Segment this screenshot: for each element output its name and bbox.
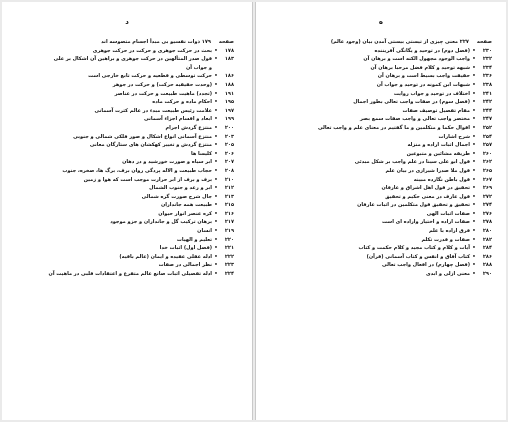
toc-entry-page-number: ۲۶۵ — [482, 167, 492, 174]
toc-entry — [264, 47, 492, 56]
toc-entry-page-number: ۲۱۳ — [224, 193, 234, 200]
toc-entry-title: طبیعت همه جانداران — [160, 202, 212, 209]
toc-entry-title: بحث در حرکت جوهری و حرکت در حرکت جوهری — [92, 47, 212, 54]
book-spread — [2, 2, 506, 420]
toc-entry-page-number: ۲۳۸ — [482, 81, 492, 88]
toc-entry-page-number: ۲۱۰ — [224, 176, 234, 183]
bullet-icon: • — [472, 47, 476, 54]
toc-entry-title: شبهه توحید و کلام فضل مرحبا برهان آن — [370, 64, 470, 71]
toc-entry-title: شرح اشارات — [438, 133, 470, 140]
toc-entry — [264, 81, 492, 90]
toc-entry-title: قول باطن نگارده مبینه — [413, 176, 470, 183]
toc-entry-title: (فصل سوم) در صفات واجب تعالی بطور اجمال — [353, 99, 470, 106]
toc-entry-page-number: ۲۴۴ — [482, 107, 492, 114]
toc-entry-page-number: ۱۸۳ — [224, 56, 234, 63]
toc-entry — [264, 38, 492, 47]
toc-entry-title: (فصل اول) اثبات خدا — [159, 245, 212, 252]
toc-entry-title: کلیسا ها — [190, 150, 212, 157]
toc-entry-page-number: ۲۰۷ — [224, 159, 234, 166]
bullet-icon: • — [214, 176, 218, 183]
toc-entry-title: برف و برف از ابر حرارت موجب است که هوا و زمین — [83, 176, 212, 183]
toc-entry-title: معنی ازلی و ابدی — [426, 271, 470, 278]
toc-entry-title: حجاب طبیعت و الاله پردگی روان برف، برگ ها، صخره، جنوب — [62, 167, 212, 174]
toc-entry-title: احکام ماده و حرکت ماده — [152, 99, 212, 106]
bullet-icon: • — [214, 253, 218, 260]
bullet-icon: • — [472, 262, 476, 269]
bullet-icon: • — [472, 202, 476, 209]
toc-entry — [12, 98, 234, 107]
toc-entry — [264, 141, 492, 150]
toc-entry — [12, 210, 234, 219]
toc-entry-title: ادله تفصیلی اثبات صانع عالم متفرع و اعتقادات قلبی در ماهیت آن — [48, 271, 212, 278]
bullet-icon: • — [214, 99, 218, 106]
toc-entry — [264, 90, 492, 99]
toc-entry — [264, 210, 492, 219]
toc-entry-title: ادله عقلی عقیده و ایمان (عالم باقیه) — [119, 253, 212, 260]
toc-entry-title: تعلیم و الهیات — [176, 236, 212, 243]
toc-entry-page-number: ۲۸۴ — [482, 245, 492, 252]
toc-entry-page-number: ۱۹۱ — [224, 90, 234, 97]
bullet-icon: • — [214, 150, 218, 157]
toc-entry-title: اجمال اثبات اراده و منزله — [407, 142, 470, 149]
toc-entry-page-number: ۲۷۶ — [482, 210, 492, 217]
toc-entry — [12, 167, 234, 176]
toc-entry-title: تحقیق و تحقیق قول متکلمین در اثبات عارفان — [357, 202, 470, 209]
toc-entry-title: حقیقت واجب بسیط است و برهان آن — [377, 73, 470, 80]
toc-entry-page-number: ۲۴۷ — [482, 116, 492, 123]
bullet-icon: • — [472, 219, 476, 226]
toc-entry-page-number: ۲۲۲ — [224, 253, 234, 260]
toc-entry-page-number: ۲۸۸ — [482, 262, 492, 269]
toc-entry-title: قول ملا صدرا شیرازی در بیان علم — [385, 167, 470, 174]
toc-entry-page-number: ۲۶۷ — [482, 176, 492, 183]
bullet-icon: • — [214, 56, 218, 63]
toc-entry — [12, 253, 234, 262]
toc-entry-title: برهان ترکیب گل و جانداران و جزو موجود — [110, 219, 212, 226]
bullet-icon: • — [214, 193, 218, 200]
toc-list — [12, 38, 234, 279]
toc-entry — [12, 133, 234, 142]
toc-entry-page-number: ۲۳۶ — [482, 73, 492, 80]
bullet-icon: • — [472, 116, 476, 123]
bullet-icon: • — [214, 73, 218, 80]
toc-entry — [12, 261, 234, 270]
toc-entry-title: قول عارف در معنی حکیم و تحقیق — [385, 193, 470, 200]
toc-entry-title: قول صدر المتألهین در حرکت جوهری و براهین آن اشکال بر علی — [53, 56, 212, 63]
toc-entry-page-number: ۲۱۷ — [224, 219, 234, 226]
toc-entry-title: قول ابو علی سینا در علم واجب بر شکل مبدئی — [354, 159, 470, 166]
toc-entry-title: واجب الوجود مجهول الکنه است و برهان آن — [363, 56, 470, 63]
toc-entry — [12, 236, 234, 245]
toc-entry — [12, 150, 234, 159]
toc-entry-title: تحقیق در قول اهل اشراق و عارفان — [381, 185, 470, 192]
toc-entry-page-number: صفحه — [476, 39, 492, 45]
toc-entry-title: حرکت توسطی و قطعیه و حرکت تابع خارجی است — [88, 73, 212, 80]
toc-entry — [12, 64, 234, 73]
toc-entry — [264, 124, 492, 133]
toc-entry — [264, 167, 492, 176]
toc-entry-title: کتاب آفاق و انفس و کتاب آسمانی (قرآن) — [366, 253, 470, 260]
bullet-icon: • — [214, 236, 218, 243]
bullet-icon: • — [214, 167, 218, 174]
toc-entry-title: (فصل چهارم) در افعال واجب تعالی — [382, 262, 470, 269]
toc-entry — [264, 150, 492, 159]
toc-entry — [264, 115, 492, 124]
toc-entry — [12, 38, 234, 47]
toc-entry-title: شبهات ابن کمونه در توحید و جواب آن — [376, 81, 470, 88]
toc-entry — [264, 176, 492, 185]
toc-entry-page-number: ۲۰۰ — [224, 124, 234, 131]
toc-entry — [264, 253, 492, 262]
toc-entry-page-number: ۲۷۴ — [482, 202, 492, 209]
bullet-icon: • — [472, 176, 476, 183]
toc-entry — [264, 107, 492, 116]
toc-entry-page-number: ۲۰۶ — [224, 150, 234, 157]
bullet-icon: • — [472, 73, 476, 80]
toc-entry-title: صفات و قدرت تکلم — [421, 236, 470, 243]
toc-entry-page-number: ۲۰۸ — [224, 167, 234, 174]
bullet-icon: • — [472, 56, 476, 63]
toc-entry — [12, 158, 234, 167]
bullet-icon: • — [472, 142, 476, 149]
toc-entry — [12, 244, 234, 253]
toc-entry — [264, 244, 492, 253]
toc-entry-title: (فصل دوم) در توحید و یگانگی آفریننده — [374, 47, 470, 54]
toc-entry — [264, 184, 492, 193]
toc-entry-page-number: ۲۵۲ — [482, 124, 492, 131]
toc-entry-page-number: صفحه — [218, 39, 234, 45]
toc-entry — [264, 133, 492, 142]
bullet-icon: • — [472, 167, 476, 174]
bullet-icon: • — [472, 228, 476, 235]
toc-entry-title: (تجدد) ماهیت طبیعت و حرکت در عناصر — [114, 90, 212, 97]
toc-entry-page-number: ۲۲۱ — [224, 245, 234, 252]
toc-list — [264, 38, 492, 279]
bullet-icon: • — [472, 133, 476, 140]
bullet-icon: • — [214, 116, 218, 123]
bullet-icon: • — [472, 99, 476, 106]
toc-entry-title: منتزع گردش و تغییر کهکشان های ستارگان معانی — [89, 142, 212, 149]
toc-entry-title: ۱۷۹ ذوات نفسیو بی مبدأ اجسام متصوسه اند — [101, 39, 211, 45]
bullet-icon: • — [214, 159, 218, 166]
toc-entry-page-number: ۲۰۵ — [224, 142, 234, 149]
toc-entry-page-number: ۱۸۸ — [224, 81, 234, 88]
toc-entry — [12, 270, 234, 279]
page-number: ه — [378, 18, 384, 26]
toc-entry-title: ابعاد و اقسام اجزاء آسمانی — [143, 116, 212, 123]
bullet-icon: • — [472, 64, 476, 71]
toc-entry — [264, 227, 492, 236]
toc-entry-title: ابر و رعد و جنوب الشمال — [149, 185, 212, 192]
toc-entry-page-number: ۲۹۰ — [482, 271, 492, 278]
bullet-icon: • — [214, 271, 218, 278]
toc-entry-page-number: ۱۹۵ — [224, 99, 234, 106]
toc-entry — [12, 72, 234, 81]
toc-entry — [12, 124, 234, 133]
toc-entry — [12, 227, 234, 236]
bullet-icon: • — [472, 124, 476, 131]
toc-entry-page-number: ۲۸۲ — [482, 236, 492, 243]
toc-entry-title: اختلاف در توحید و جواب روایت — [393, 90, 470, 97]
bullet-icon: • — [214, 81, 218, 88]
page-number: د — [125, 18, 129, 26]
toc-entry-page-number: ۲۱۶ — [224, 210, 234, 217]
bullet-icon: • — [472, 150, 476, 157]
toc-entry-page-number: ۲۵۴ — [482, 133, 492, 140]
toc-entry-title: صفات اثبات الهی — [426, 210, 470, 217]
toc-entry-page-number: ۲۵۷ — [482, 142, 492, 149]
toc-entry-page-number: ۲۸۶ — [482, 253, 492, 260]
toc-entry-title: اقوال حکما و متکلمین و ما گفتیم در معنای علم و واجب تعالی — [317, 124, 470, 131]
bullet-icon: • — [214, 185, 218, 192]
bullet-icon: • — [214, 210, 218, 217]
toc-entry — [264, 98, 492, 107]
toc-entry-page-number: ۲۶۲ — [482, 159, 492, 166]
toc-entry-title: (وحدت حقیقیه حرکت) و حرکت در جوهر — [112, 81, 212, 88]
toc-entry — [12, 141, 234, 150]
bullet-icon: • — [214, 202, 218, 209]
toc-entry-page-number: ۲۰۳ — [224, 133, 234, 140]
toc-entry-title: منتزع آسمانی انواع اشکال و صور فلکی شمالی و جنوبی — [73, 133, 212, 140]
toc-entry-page-number: ۱۷۸ — [224, 47, 234, 54]
toc-entry — [264, 218, 492, 227]
bullet-icon: • — [472, 107, 476, 114]
toc-entry-page-number: ۲۸۰ — [482, 228, 492, 235]
bullet-icon: • — [214, 245, 218, 252]
toc-entry — [12, 115, 234, 124]
toc-entry — [12, 176, 234, 185]
bullet-icon: • — [472, 193, 476, 200]
toc-entry-page-number: ۱۹۹ — [224, 116, 234, 123]
toc-entry-page-number: ۲۳۴ — [482, 64, 492, 71]
bullet-icon: • — [214, 107, 218, 114]
toc-entry-page-number: ۲۱۵ — [224, 202, 234, 209]
toc-entry — [12, 90, 234, 99]
toc-entry-page-number: ۲۴۱ — [482, 90, 492, 97]
toc-entry — [12, 218, 234, 227]
toc-entry — [264, 64, 492, 73]
toc-entry — [264, 72, 492, 81]
toc-entry — [12, 47, 234, 56]
toc-entry-page-number: ۱۸۶ — [224, 73, 234, 80]
toc-entry — [264, 236, 492, 245]
toc-entry — [264, 201, 492, 210]
bullet-icon: • — [214, 142, 218, 149]
bullet-icon: • — [472, 253, 476, 260]
bullet-icon: • — [472, 236, 476, 243]
bullet-icon: • — [472, 185, 476, 192]
bullet-icon: • — [214, 262, 218, 269]
toc-entry — [264, 55, 492, 64]
toc-entry-title: جال شرح صورت گره شمالی — [141, 193, 212, 200]
toc-entry-page-number: ۲۲۰ — [224, 236, 234, 243]
bullet-icon: • — [214, 228, 218, 235]
toc-entry-page-number: ۲۴۲ — [482, 99, 492, 106]
toc-entry-title: انسان — [197, 228, 212, 235]
toc-entry — [264, 261, 492, 270]
toc-entry — [264, 158, 492, 167]
toc-entry-title: ۲۲۷ معنی چیزی از تیستی بیستی آمدن بیان (وجود عالم) — [330, 39, 469, 45]
bullet-icon: • — [214, 219, 218, 226]
bullet-icon: • — [472, 81, 476, 88]
bullet-icon: • — [214, 90, 218, 97]
toc-entry-title: فرق اراده با علم — [428, 228, 470, 235]
bullet-icon: • — [472, 90, 476, 97]
bullet-icon: • — [472, 159, 476, 166]
toc-entry-title: طریقه مشائین و متبوعین — [406, 150, 470, 157]
bullet-icon: • — [472, 210, 476, 217]
toc-entry-page-number: ۲۲۴ — [224, 271, 234, 278]
toc-entry — [12, 184, 234, 193]
toc-entry-page-number: ۲۶۹ — [482, 185, 492, 192]
bullet-icon: • — [214, 133, 218, 140]
toc-entry — [12, 107, 234, 116]
toc-entry — [264, 193, 492, 202]
toc-entry-title: علامت رئیس طبیعت مبدء در عالم کثرت آسمانی — [94, 107, 212, 114]
toc-entry-title: کره عنصر انوار حیوان — [158, 210, 212, 217]
left-page — [2, 2, 253, 420]
toc-entry-title: منتزع گردش اجرام — [165, 124, 212, 131]
toc-entry-page-number: ۲۲۳ — [224, 262, 234, 269]
toc-entry-page-number: ۲۳۰ — [482, 47, 492, 54]
toc-entry-page-number: ۲۷۲ — [482, 193, 492, 200]
toc-entry-page-number: ۲۷۸ — [482, 219, 492, 226]
toc-entry-title: مختصر واجب تعالی و واجب صفات سمع بصر — [360, 116, 470, 123]
toc-entry — [12, 81, 234, 90]
toc-entry-page-number: ۱۹۷ — [224, 107, 234, 114]
toc-entry-title: ابر سیاه و صورت خورشید و در دهان — [122, 159, 212, 166]
right-page — [255, 2, 506, 420]
toc-entry-page-number: ۲۶۰ — [482, 150, 492, 157]
toc-entry — [264, 270, 492, 279]
toc-entry — [12, 55, 234, 64]
bullet-icon: • — [472, 271, 476, 278]
toc-entry — [12, 193, 234, 202]
toc-entry-page-number: ۲۱۹ — [224, 228, 234, 235]
toc-entry-title: مقام تفصیل توصیف صفات — [402, 107, 470, 114]
toc-entry-title: آیات و کلام و کتاب مجید و کلام حکمت و کتاب — [358, 245, 470, 252]
bullet-icon: • — [472, 245, 476, 252]
bullet-icon: • — [214, 124, 218, 131]
toc-entry-page-number: ۲۳۲ — [482, 56, 492, 63]
bullet-icon: • — [214, 47, 218, 54]
toc-entry-title: صفات اراده و اختیار واراده ای است — [381, 219, 470, 226]
toc-entry — [12, 201, 234, 210]
toc-entry-title: نظر اجمالی در صفات — [158, 262, 212, 269]
toc-entry-title: و جواب آن — [185, 64, 212, 71]
toc-entry-page-number: ۲۱۲ — [224, 185, 234, 192]
